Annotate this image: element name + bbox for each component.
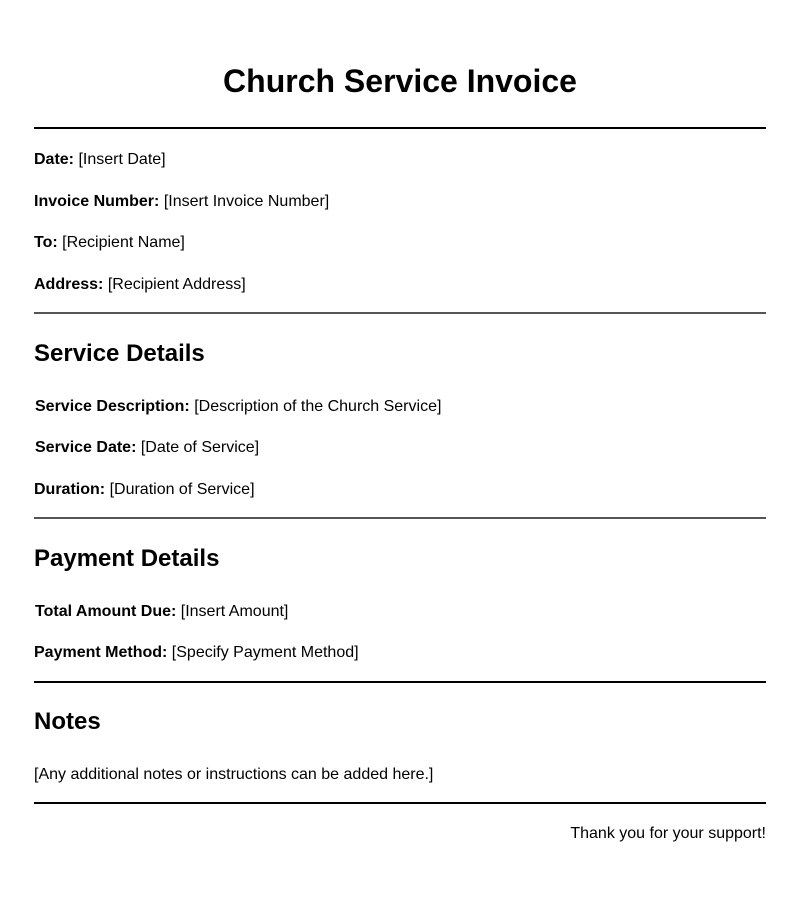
invoice-title: Church Service Invoice (223, 63, 577, 99)
payment-details-heading: Payment Details (34, 545, 220, 572)
duration-row (34, 480, 255, 500)
duration-value: [Duration of Service] (109, 481, 255, 498)
date-label: Date: (34, 151, 75, 168)
recipient-label: To: (34, 234, 58, 251)
date-value: [Insert Date] (78, 151, 166, 168)
address-label: Address: (34, 276, 104, 293)
address-value: [Recipient Address] (107, 276, 246, 293)
service-description-label: Service Description: (35, 398, 190, 415)
thank-you-message: Thank you for your support! (570, 825, 766, 842)
service-details-heading: Service Details (34, 340, 205, 367)
payment-method-label: Payment Method: (34, 644, 168, 661)
notes-heading: Notes (34, 708, 101, 735)
total-amount-label: Total Amount Due: (35, 603, 177, 620)
service-date-row (35, 438, 259, 458)
invoice-number-value: [Insert Invoice Number] (163, 193, 330, 210)
service-date-value: [Date of Service] (140, 439, 260, 456)
header-divider (34, 312, 766, 314)
total-amount-value: [Insert Amount] (180, 603, 289, 620)
address-row (34, 275, 246, 295)
service-divider (34, 517, 766, 519)
service-description-value: [Description of the Church Service] (194, 398, 442, 415)
service-date-label: Service Date: (35, 439, 137, 456)
total-amount-row (35, 602, 288, 622)
recipient-value: [Recipient Name] (62, 234, 185, 251)
recipient-row (34, 233, 185, 253)
service-description-row (35, 397, 441, 417)
date-row (34, 150, 166, 170)
duration-label: Duration: (34, 481, 106, 498)
title-divider (34, 127, 766, 129)
payment-method-row (34, 643, 359, 663)
invoice-number-label: Invoice Number: (34, 193, 160, 210)
notes-text: [Any additional notes or instructions can be added here.] (34, 766, 434, 783)
payment-method-value: [Specify Payment Method] (171, 644, 359, 661)
notes-divider (34, 802, 766, 804)
invoice-number-row (34, 192, 329, 212)
payment-divider (34, 681, 766, 683)
